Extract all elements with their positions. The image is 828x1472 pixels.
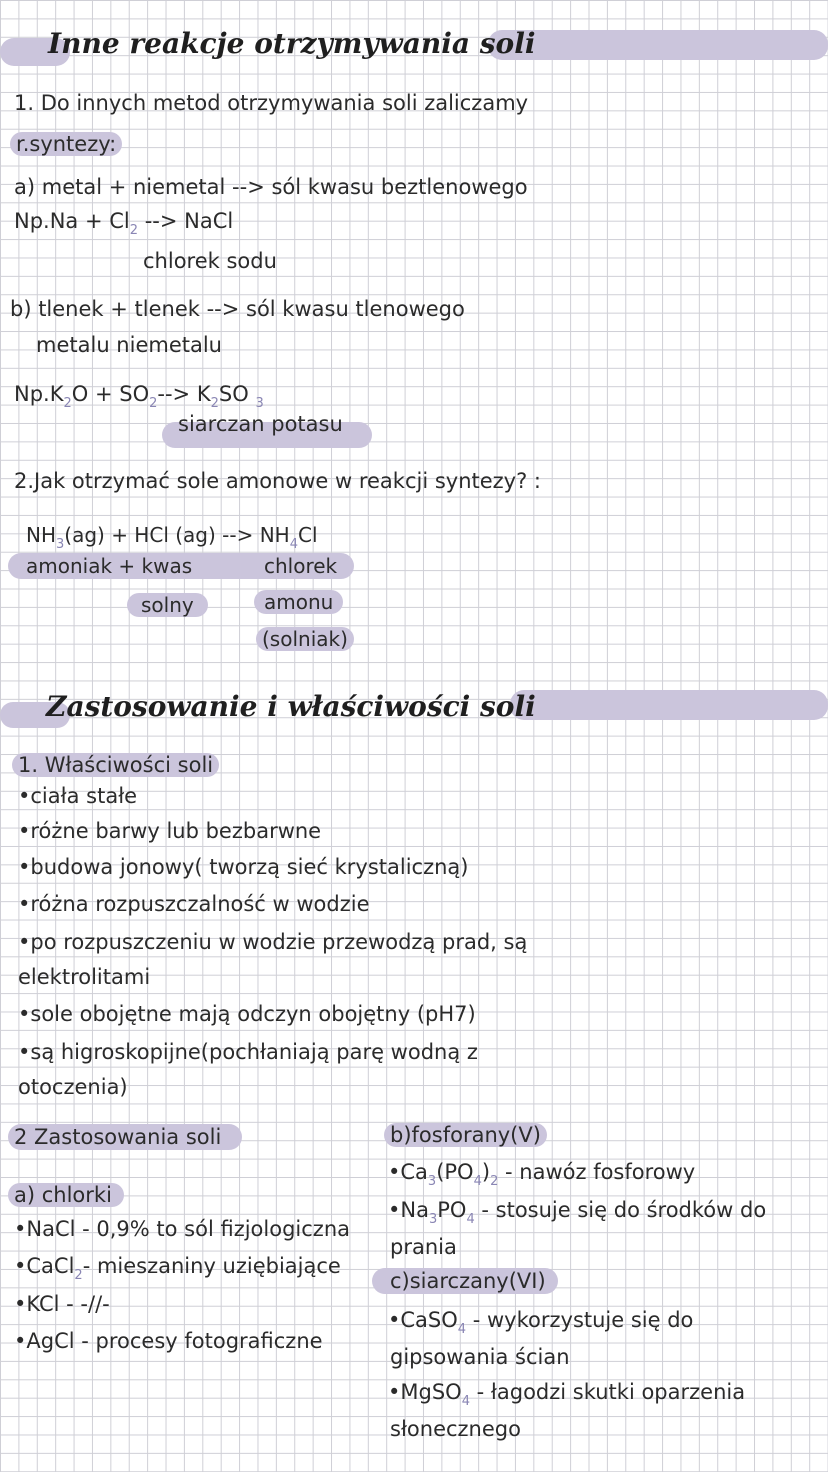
sia-1b: - wykorzystuje się do	[466, 1308, 694, 1332]
b-line: b) tlenek + tlenek --> sól kwasu tlenowego	[10, 297, 465, 321]
props-header	[18, 752, 219, 778]
fos-2a: •Na	[388, 1198, 429, 1222]
prop-8: otoczenia)	[18, 1075, 128, 1099]
amonu-highlight: amonu	[254, 590, 343, 614]
fos-2	[388, 1197, 766, 1233]
b-example-sub4: 3	[255, 396, 264, 411]
solny-highlight: solny	[127, 593, 208, 617]
uses-header: 2 Zastosowania soli	[14, 1125, 222, 1149]
sia-2-cont: słonecznego	[390, 1417, 521, 1441]
prop-5: elektrolitami	[18, 965, 151, 989]
p1-line1: 1. Do innych metod otrzymywania soli zaliczamy	[14, 91, 529, 115]
fos-1sub2: 4	[473, 1174, 482, 1189]
fos-1	[388, 1159, 695, 1195]
b-example-4: SO	[218, 382, 249, 406]
solniak-highlight: (solniak)	[256, 627, 354, 651]
b-name: siarczan potasu	[178, 412, 343, 436]
b-example-sub3: 2	[210, 396, 219, 411]
chlorki-2: •KCl - -//-	[14, 1292, 110, 1316]
b-example-1: Np.K	[14, 382, 64, 406]
sia-1sub: 4	[457, 1322, 467, 1337]
b-example-3: --> K	[157, 382, 211, 406]
sia-2a: •MgSO	[388, 1380, 462, 1404]
a-example-right: --> NaCl	[144, 209, 234, 233]
prop-1: •różne barwy lub bezbarwne	[18, 819, 322, 843]
nh-left: NH	[26, 523, 56, 547]
section2-title: Zastosowanie i właściwości soli	[46, 690, 536, 723]
chlorki-1b: - mieszaniny uziębiające	[82, 1254, 341, 1278]
b-example-sub1: 2	[63, 396, 72, 411]
prop-7: •są higroskopijne(pochłaniają parę wodną z	[18, 1040, 478, 1064]
prop-6: •sole obojętne mają odczyn obojętny (pH7)	[18, 1002, 476, 1026]
chlorek-label: chlorek	[264, 554, 338, 578]
b-example-2: O + SO	[71, 382, 150, 406]
sia-1-cont: gipsowania ścian	[390, 1345, 570, 1369]
sia-1	[388, 1307, 693, 1343]
heading-highlight-right	[488, 30, 828, 60]
b-line2: metalu niemetalu	[36, 333, 222, 357]
chlorki-sub: 2	[74, 1268, 83, 1283]
chlorki-3: •AgCl - procesy fotograficzne	[14, 1329, 323, 1353]
sia-1a: •CaSO	[388, 1308, 458, 1332]
prop-4: •po rozpuszczeniu w wodzie przewodzą prad, są	[18, 930, 528, 954]
chlorki-0: •NaCl - 0,9% to sól fizjologiczna	[14, 1217, 350, 1241]
fosforany-highlight: b)fosforany(V)	[384, 1123, 547, 1147]
fos-1a: •Ca	[388, 1160, 428, 1184]
a-line: a) metal + niemetal --> sól kwasu beztlenowego	[14, 175, 528, 199]
prop-3: •różna rozpuszczalność w wodzie	[18, 892, 370, 916]
fos-2sub2: 4	[466, 1212, 475, 1227]
synthesis-highlight: r.syntezy:	[10, 132, 122, 156]
siarczany-header: c)siarczany(VI)	[390, 1269, 546, 1293]
a-example-sub: 2	[129, 223, 139, 238]
fos-2b: PO	[437, 1198, 467, 1222]
section1-title: Inne reakcje otrzymywania soli	[48, 27, 536, 60]
nh-right: Cl	[297, 523, 318, 547]
sia-2b: - łagodzi skutki oparzenia	[469, 1380, 746, 1404]
prop-2: •budowa jonowy( tworzą sieć krystaliczną)	[18, 855, 469, 879]
nh-mid: (ag) + HCl (ag) --> NH	[64, 523, 290, 547]
p1-line2	[16, 131, 122, 157]
a-name: chlorek sodu	[143, 249, 277, 273]
prop-0: •ciała stałe	[18, 784, 138, 808]
question-2: 2.Jak otrzymać sole amonowe w reakcji syntezy? :	[14, 469, 542, 493]
solny-label	[135, 592, 208, 618]
fos-1d: - nawóz fosforowy	[498, 1160, 696, 1184]
a-example-left: Np.Na + Cl	[14, 209, 130, 233]
props-header-highlight: 1. Właściwości soli	[12, 753, 219, 777]
fos-1c: )	[481, 1160, 491, 1184]
fos-2sub1: 3	[428, 1212, 438, 1227]
chlorki-highlight: a) chlorki	[8, 1183, 124, 1207]
fos-2c: - stosuje się do środków do	[474, 1198, 767, 1222]
chlorki-1a: •CaCl	[14, 1254, 75, 1278]
b-example-sub2: 2	[149, 396, 158, 411]
chlorki-header	[14, 1182, 124, 1208]
fosforany-header	[390, 1122, 547, 1148]
sia-2	[388, 1379, 745, 1415]
nh-sub2: 4	[289, 537, 298, 552]
sia-2sub: 4	[461, 1394, 470, 1409]
fos-2-cont: prania	[390, 1235, 457, 1259]
a-example	[14, 208, 233, 244]
fos-1b: (PO	[436, 1160, 474, 1184]
nh-sub: 3	[56, 537, 65, 552]
amoniak-kwas: amoniak + kwas	[26, 554, 193, 578]
chlorki-1	[14, 1253, 341, 1289]
solniak-label	[262, 626, 354, 652]
amonu-label	[262, 589, 343, 615]
fos-1sub3: 2	[490, 1174, 499, 1189]
fos-1sub1: 3	[427, 1174, 437, 1189]
heading2-highlight-right	[510, 690, 828, 720]
